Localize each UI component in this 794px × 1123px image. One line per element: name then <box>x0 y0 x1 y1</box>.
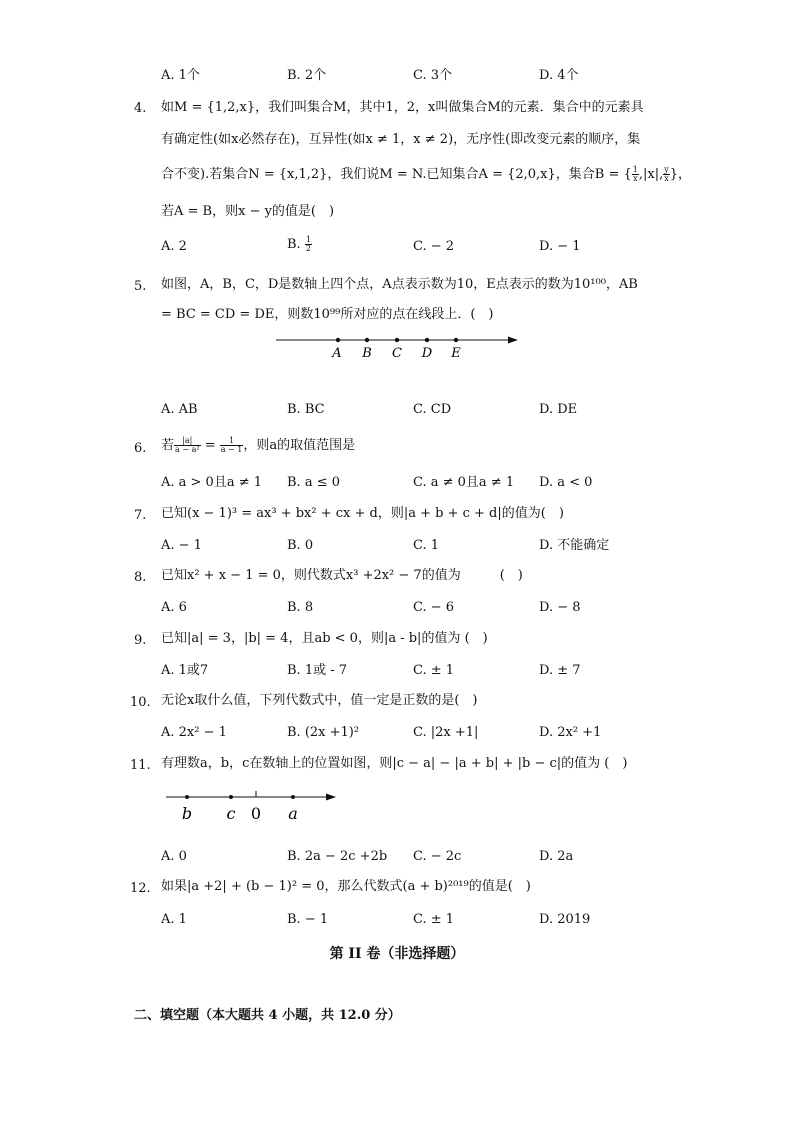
question-number: 9. <box>134 633 147 648</box>
number-line-figure <box>160 786 345 826</box>
arrow-head <box>508 337 518 344</box>
question-number: 8. <box>134 570 147 585</box>
point-dot <box>395 338 399 342</box>
q5-option-c: C. CD <box>413 402 452 417</box>
q9-option-a: A. 1或7 <box>161 663 209 678</box>
q10-option-a: A. 2x² − 1 <box>161 725 227 740</box>
question-text-line: 若A = B，则x − y的值是( ) <box>161 204 335 219</box>
question-text-line: 有确定性(如x必然存在)，互异性(如x ≠ 1，x ≠ 2)，无序性(即改变元素的顺序，集 <box>161 132 641 147</box>
question-number: 7. <box>134 508 147 523</box>
question-number: 11. <box>130 758 151 773</box>
q4-option-c: C. − 2 <box>413 239 455 254</box>
question-text-line: 已知(x − 1)³ = ax³ + bx² + cx + d，则|a + b + c + d|的值为( ) <box>161 506 564 521</box>
q5-option-b: B. BC <box>287 402 325 417</box>
q10-option-c: C. |2x +1| <box>413 725 479 740</box>
point-label: A <box>332 346 342 361</box>
q8-option-d: D. − 8 <box>539 600 581 615</box>
point-label: c <box>226 804 236 823</box>
fraction: $\frac{1}{x}$ <box>632 165 638 183</box>
q12-option-a: A. 1 <box>161 912 187 927</box>
q11-option-b: B. 2a − 2c +2b <box>287 849 388 864</box>
point-dot <box>365 338 369 342</box>
question-number: 10. <box>130 695 151 710</box>
q10-option-b: B. (2x +1)² <box>287 725 360 740</box>
question-number: 12. <box>130 881 151 896</box>
q12-option-b: B. − 1 <box>287 912 329 927</box>
q11-option-c: C. − 2c <box>413 849 462 864</box>
point-label: C <box>392 346 402 361</box>
q3-option-a: A. 1个 <box>161 68 200 83</box>
q7-option-d: D. 不能确定 <box>539 538 610 553</box>
q3-option-d: D. 4个 <box>539 68 579 83</box>
question-text-line: 已知x² + x − 1 = 0，则代数式x³ +2x² − 7的值为 ( ) <box>161 568 523 583</box>
question-text-line: 已知|a| = 3，|b| = 4，且ab < 0，则|a - b|的值为 ( ) <box>161 631 488 646</box>
question-number: 5. <box>134 279 147 294</box>
q4-option-b: B. $\frac{1}{2}$ <box>287 235 311 253</box>
q5-option-a: A. AB <box>161 402 198 417</box>
q8-option-a: A. 6 <box>161 600 187 615</box>
fraction: $\frac{y}{x}$ <box>664 165 669 183</box>
q9-option-b: B. 1或 - 7 <box>287 663 348 678</box>
q4-option-d: D. − 1 <box>539 239 581 254</box>
point-dot <box>229 795 233 799</box>
q4-option-a: A. 2 <box>161 239 187 254</box>
point-label: a <box>288 804 298 823</box>
q7-option-b: B. 0 <box>287 538 314 553</box>
q10-option-d: D. 2x² +1 <box>539 725 602 740</box>
point-dot <box>454 338 458 342</box>
q5-option-d: D. DE <box>539 402 578 417</box>
q9-option-d: D. ± 7 <box>539 663 581 678</box>
q11-option-a: A. 0 <box>161 849 187 864</box>
question-text-line: 如M = {1,2,x}，我们叫集合M，其中1，2，x叫做集合M的元素．集合中的元素具 <box>161 100 644 115</box>
q12-option-d: D. 2019 <box>539 912 591 927</box>
q6-option-d: D. a < 0 <box>539 475 593 490</box>
fraction: $\frac{1}{a - 1}$ <box>220 436 243 454</box>
question-text-line: = BC = CD = DE，则数10⁹⁹所对应的点在线段上．( ) <box>161 307 494 322</box>
q6-option-b: B. a ≤ 0 <box>287 475 340 490</box>
question-text-line: 如果|a +2| + (b − 1)² = 0，那么代数式(a + b)²⁰¹⁹的值是( ) <box>161 879 531 894</box>
question-number: 6. <box>134 441 147 456</box>
q7-option-a: A. − 1 <box>161 538 202 553</box>
q3-option-c: C. 3个 <box>413 68 453 83</box>
point-label: b <box>181 804 193 823</box>
q8-option-c: C. − 6 <box>413 600 455 615</box>
point-label: D <box>421 346 433 361</box>
question-text-line: 无论x取什么值，下列代数式中，值一定是正数的是( ) <box>161 693 478 708</box>
point-dot <box>185 795 189 799</box>
fraction: $\frac{1}{2}$ <box>305 235 311 253</box>
question-number: 4. <box>134 101 147 116</box>
point-dot <box>425 338 429 342</box>
point-dot <box>291 795 295 799</box>
q8-option-b: B. 8 <box>287 600 314 615</box>
fraction: $\frac{|a|}{\text{a − a²}}$ <box>175 436 200 454</box>
point-label: B <box>362 346 372 361</box>
point-dot <box>336 338 340 342</box>
q11-option-d: D. 2a <box>539 849 574 864</box>
q7-option-c: C. 1 <box>413 538 440 553</box>
point-label: E <box>451 346 461 361</box>
point-label: 0 <box>250 804 262 823</box>
part-2-title: 第 II 卷（非选择题） <box>329 946 465 962</box>
question-text-line: 合不变).若集合N = {x,1,2}，我们说M = N.已知集合A = {2,0,x}，集合B = { $\frac{1}{x}$ ,|x|, $\frac{y}{x}$ }， <box>161 165 692 183</box>
q6-option-a: A. a > 0且a ≠ 1 <box>161 475 263 490</box>
arrow-head <box>326 794 336 801</box>
number-line-figure <box>270 330 530 364</box>
section-heading: 二、填空题（本大题共 4 小题，共 12.0 分） <box>134 1008 401 1023</box>
question-text-line: 若 $\frac{|a|}{\text{a − a²}}$ = $\frac{1}{a - 1}$ ，则a的取值范围是 <box>161 436 356 454</box>
q3-option-b: B. 2个 <box>287 68 327 83</box>
q12-option-c: C. ± 1 <box>413 912 455 927</box>
q6-option-c: C. a ≠ 0且a ≠ 1 <box>413 475 515 490</box>
question-text-line: 如图，A，B，C，D是数轴上四个点，A点表示数为10，E点表示的数为10¹⁰⁰，AB <box>161 277 638 292</box>
question-text-line: 有理数a，b，c在数轴上的位置如图，则|c − a| − |a + b| + |b − c|的值为 ( ) <box>161 756 628 771</box>
q9-option-c: C. ± 1 <box>413 663 455 678</box>
